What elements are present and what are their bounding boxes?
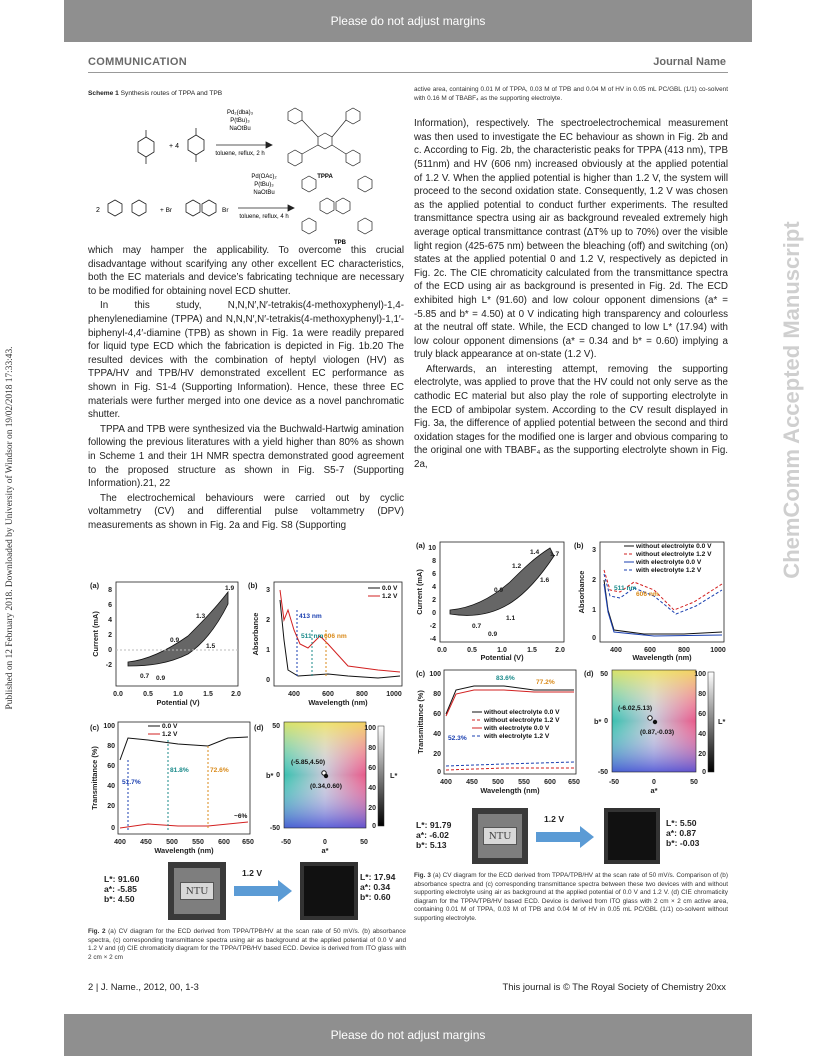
ntu-logo: NTU [483,827,518,845]
fig2b-ytick: 0 [266,677,270,684]
fig2d-lstar-bar [378,726,384,826]
fig2b-ytick: 1 [266,647,270,654]
fig2b-ytick: 2 [266,617,270,624]
fig3d-xtick: 0 [652,779,656,786]
fig2b-ann-511: 511 nm [301,633,324,640]
fig3a-ytick: 2 [432,597,436,604]
r2-product-label: TPB [334,240,346,246]
fig3b-legend-3: with electrolyte 0.0 V [636,559,702,566]
fig3a-ytick: 8 [432,558,436,565]
value-astar: a*: -6.02 [416,830,449,840]
fig2a-ytick: 0 [108,647,112,654]
fig3-photo-row [414,796,728,856]
fig3b-legend-4: with electrolyte 1.2 V [636,567,702,574]
arrow-right-icon [234,878,294,902]
fig2-caption-label: Fig. 2 [88,928,106,935]
fig2b-legend-0v: 0.0 V [382,585,398,592]
fig3d-ltick: 0 [702,769,706,776]
fig3c-legend-1: without electrolyte 0.0 V [484,709,560,716]
fig3c-ylabel: Transmittance (%) [416,690,425,754]
r2-cond-4: toluene, reflux, 4 h [239,214,289,220]
fig3c-ytick: 100 [429,671,441,678]
watermark-text: ChemComm Accepted Manuscript [779,221,804,579]
fig2b-ann-606: 606 nm [324,633,347,640]
fig2-photo-right-values [360,872,395,902]
fig3d-cie-plot [584,669,726,795]
fig2c-xtick: 600 [218,839,230,846]
fig2d-ytick: 0 [276,772,280,779]
fig2c-ylabel: Transmittance (%) [90,746,99,810]
fig2a-peak: 0.7 [140,673,150,680]
fig2c-ytick: 100 [103,723,115,730]
fig3a-peak: 1.1 [506,615,516,622]
r1-cond-3: NaOtBu [229,126,251,132]
fig2d-ylabel: b* [266,771,274,780]
fig3b-legend-1: without electrolyte 0.0 V [636,543,712,550]
fig2d-ltick: 20 [368,805,376,812]
r2-cond-2: P(tBu)₃ [254,182,274,188]
fig2c-xtick: 550 [192,839,204,846]
r2-mid: + Br [160,207,173,214]
value-lstar: L*: 5.50 [666,818,697,828]
paragraph: In this study, N,N,N′,N′-tetrakis(4-methoxyphenyl)-1,4-phenylenediamine (TPPA) and N,N,N′,N′-tetrakis(4-methoxyphenyl)-1,1′-biphenyl-4,4′-diamine (TPB) as shown in Fig. 1a were readily prepared for liquid type ECD which the fabrication is depicted in Fig. 1b.20 The resulted devices with the combination of heptyl viologen (HV) as TPPA/HV and TPB/HV demonstrated excellent EC performance as shown in Fig. S1-4 (Supporting Information). Hence, these three EC materials were further merged into one device as a novel panchromatic shutter. [88,300,404,421]
scheme-caption [88,90,403,97]
paragraph: Afterwards, an interesting attempt, removing the supporting electrolyte, was applied to prove that the HV could not only serve as the cathodic EC material but also play the role of supporting electrolyte in the ECD of ambipolar system. According to the CV result displayed in Fig. 3a, the difference of applied potential between the second and third oxidation stages for the modified one is larger and obvious comparing to the original one with TBABF₄ as the supporting electrolyte shown in Fig. 2a, [414,363,728,471]
fig2a-peak: 1.5 [206,643,216,650]
fig2d-ytick: -50 [269,825,280,832]
paragraph: The electrochemical behaviours were carried out by cyclic voltammetry (CV) and differential pulse voltammetry (DPV) measurements as shown in Fig. 2a and Fig. S8 (Supporting [88,492,404,531]
arrow-label: 1.2 V [242,868,263,878]
fig2-caption-continued: active area, containing 0.01 M of TPPA, 0.03 M of TPB and 0.04 M of HV in 0.05 mL PC/GBL (1/1) co-solvent with 0.16 M of TBABF₄ as the supporting electrolyte. [414,86,728,102]
fig3d-ylabel: b* [594,717,602,726]
bottom-banner [64,1014,752,1056]
fig2c-ann-1: 51.7% [122,779,141,786]
r2-cond-1: Pd(OAc)₂ [251,174,277,180]
reaction-scheme-graphic [88,102,403,247]
fig3c-legend-2: without electrolyte 1.2 V [484,717,560,724]
fig3c-legend-3: with electrolyte 0.0 V [484,725,550,732]
fig3d-ltick: 40 [698,731,706,738]
fig2d-ltick: 100 [364,725,376,732]
fig3c-ann-2: 83.6% [496,675,515,682]
fig3a-xtick: 1.0 [497,647,507,654]
fig3c-label: (c) [416,669,426,678]
fig3d-ytick: 50 [600,671,608,678]
fig2d-ytick: 50 [272,723,280,730]
value-bstar: b*: 4.50 [104,894,135,904]
arrow-label: 1.2 V [544,814,565,824]
fig3d-xlabel: a* [650,786,658,795]
device-photo-off [168,862,226,920]
fig2b-xtick: 1000 [386,691,402,698]
fig3b-legend-2: without electrolyte 1.2 V [636,551,712,558]
fig2b-series-12v [280,590,400,672]
fig3c-series-4 [446,762,574,766]
fig3a-xtick: 1.5 [527,647,537,654]
fig2c-ytick: 80 [107,743,115,750]
fig2-arrow [234,868,294,898]
top-banner [64,0,752,42]
value-lstar: L*: 91.79 [416,820,452,830]
fig3b-xtick: 600 [644,647,656,654]
fig2a-label: (a) [90,581,100,590]
fig2a-ytick: 6 [108,602,112,609]
r1-cond-1: Pd₂(dba)₃ [226,110,254,116]
fig3a-peak: 1.7 [550,551,560,558]
fig3a-xtick: 2.0 [555,647,565,654]
fig3b-ylabel: Absorbance [577,570,586,614]
fig2b-label: (b) [248,581,258,590]
fig2a-xtick: 0.0 [113,691,123,698]
fig2d-cie-plot [254,722,398,855]
fig2b-xtick: 600 [322,691,334,698]
fig3a-peak: 0.7 [472,623,482,630]
fig2d-lstar-label: L* [390,771,398,780]
fig3b-ytick: 1 [592,607,596,614]
fig3c-ann-1: 52.3% [448,735,467,742]
fig2d-ltick: 0 [372,823,376,830]
banner-text: Please do not adjust margins [330,14,486,28]
fig2c-ytick: 40 [107,783,115,790]
journal-name: Journal Name [653,56,726,68]
fig3c-ytick: 20 [433,751,441,758]
fig3b-xtick: 400 [610,647,622,654]
fig2-caption-text: (a) CV diagram for the ECD derived from TPPA/TPB/HV at the scan rate of 50 mV/s. (b) absorbance spectra, (c) corresponding transmittance spectra using air as background at the applied potential of 0.0 V and 1.2 V and (d) CIE chromaticity diagram for the TPPA/TPB/HV based ECD. Device is derived from ITO glass with 2 cm × 2 cm [88,928,406,961]
fig3-panels [414,540,728,796]
fig3b-absorbance-plot [574,541,726,662]
fig2b-absorbance-plot [248,581,402,707]
fig3a-ytick: 4 [432,584,436,591]
fig2d-label: (d) [254,723,264,732]
figure-3 [414,540,728,850]
fig3d-ltick: 80 [698,691,706,698]
left-column [88,244,404,533]
fig2a-xtick: 1.0 [173,691,183,698]
fig2a-ytick: 2 [108,632,112,639]
fig3c-xtick: 450 [466,779,478,786]
paragraph: which may hamper the applicability. To overcome this crucial disadvantage without scarifying any other excellent EC characteristics, both the EC materials and device’s fabricating technique are necessary to be modified for obtaining novel ECD shutter. [88,245,404,297]
fig2a-xtick: 0.5 [143,691,153,698]
fig2c-ann-3: 72.6% [210,767,229,774]
scheme-1 [88,90,403,246]
fig2c-ann-2: 81.8% [170,767,189,774]
fig3a-peak: 1.6 [540,577,550,584]
r2-br: Br [222,207,229,214]
fig3d-point-2 [653,720,657,724]
fig2c-label: (c) [90,723,100,732]
r2-cond-3: NaOtBu [253,190,275,196]
value-lstar: L*: 91.60 [104,874,140,884]
fig2d-xtick: 50 [360,839,368,846]
r2-prefix: 2 [96,207,100,214]
fig2a-peak: 1.3 [196,613,206,620]
fig2a-cv-plot [90,581,241,707]
fig2a-peak: 1.9 [225,585,235,592]
fig3b-ytick: 3 [592,547,596,554]
paragraph: Information), respectively. The spectroelectrochemical measurement was then used to investigate the EC behaviour as shown in Fig. 2b and c. According to Fig. 2b, the characteristic peaks for TPPA (413 nm), TPB (511nm) and HV (606 nm) increased obviously at the applied potential of 1.2 V. When the applied potential is higher than 1.2 V, the system will proceed to the second oxidation state. Consequently, 1.2 V was chosen as the applied potential to conduct further experiments. The resulted transmittance spectra using air as background revealed extremely high average optical transmittance contrast (ΔT% up to 70%) over the visible light region (425-675 nm) between the bleaching (off) and switching (on) states at the applied potential 0 and 1.2 V, respectively as depicted in Fig. 2c. The CIE chromaticity calculated from the transmittance spectra of the ECD using air as background is presented in Fig. 2d. The ECD exhibited high L* (91.60) and low colour opponent dimensions (a* = -5.85 and b* = 4.50) at 0 V indicating high transparency and colourless at the neutral off state. While, the ECD changed to low L* (17.94) with low colour opponent dimensions (a* = 0.34 and b* = 0.60) implying a truly black appearance at on-state (1.2 V). [414,118,728,361]
fig2b-xtick: 400 [288,691,300,698]
fig3b-xlabel: Wavelength (nm) [632,653,692,662]
footer-copyright: This journal is © The Royal Society of Chemistry 20xx [502,981,726,992]
fig2d-ltick: 80 [368,745,376,752]
fig3a-ytick: 10 [428,545,436,552]
fig3b-xtick: 800 [678,647,690,654]
fig3d-pt2-label: (0.87,-0.03) [640,729,675,736]
fig3c-xtick: 550 [518,779,530,786]
fig3c-ytick: 60 [433,711,441,718]
r1-cond-2: P(tBu)₃ [230,118,250,124]
fig3b-ann-606: 606 nm [636,591,659,598]
fig2a-ylabel: Current (mA) [91,611,100,657]
r1-product-label: TPPA [317,174,333,180]
fig3a-peak: 0.9 [488,631,498,638]
fig3a-peak: 0.9 [494,587,504,594]
fig3d-xtick: 50 [690,779,698,786]
fig3c-ytick: 80 [433,691,441,698]
fig2d-pt2-label: (0.34,0.60) [310,783,342,790]
right-column [414,86,728,473]
device-photo-off [472,808,528,864]
fig3c-series-2 [446,768,574,770]
fig2-photo-left-values [104,874,139,904]
fig3a-ylabel: Current (mA) [415,569,424,615]
fig2c-ytick: 0 [111,825,115,832]
fig2a-frame [116,582,238,686]
fig2a-xtick: 1.5 [203,691,213,698]
fig2a-peak: 0.9 [156,675,166,682]
fig2c-ann-4: ~6% [234,813,248,820]
fig3a-label: (a) [416,541,426,550]
fig3d-label: (d) [584,669,594,678]
fig2c-xtick: 500 [166,839,178,846]
fig3c-xtick: 650 [568,779,580,786]
fig2a-ytick: 4 [108,617,112,624]
figure-2 [88,580,406,920]
fig2b-legend-12v: 1.2 V [382,593,398,600]
fig3c-ytick: 0 [437,769,441,776]
fig2d-pt1-label: (-5.85,4.50) [291,759,326,766]
footer-citation: 2 | J. Name., 2012, 00, 1-3 [88,981,199,992]
fig2b-xtick: 800 [356,691,368,698]
fig2-caption [88,928,406,962]
fig2-panels [88,580,406,868]
fig3c-transmittance-plot [416,669,580,795]
fig3d-pt1-label: (-6.02,5.13) [618,705,653,712]
fig3d-lstar-label: L* [718,717,726,726]
fig2c-legend-0v: 0.0 V [162,723,178,730]
fig3d-point-1 [648,716,652,720]
fig3a-cv-curve [450,548,554,616]
value-astar: a*: 0.34 [360,882,391,892]
fig3c-xtick: 500 [492,779,504,786]
fig3a-ytick: -4 [429,636,436,643]
fig2c-xlabel: Wavelength (nm) [154,846,214,855]
ntu-logo: NTU [180,882,215,900]
fig3b-xtick: 1000 [710,647,726,654]
fig2c-transmittance-plot [90,722,254,855]
fig2c-ytick: 20 [107,803,115,810]
fig3c-xlabel: Wavelength (nm) [480,786,540,795]
arrow-right-icon [536,824,596,848]
fig2b-ann-413: 413 nm [299,613,322,620]
header-divider [88,72,728,73]
fig3d-ltick: 60 [698,711,706,718]
side-note-text: Published on 12 February 2018. Downloaded by University of Windsor on 19/02/2018 17:33:43. [5,346,15,710]
fig2c-xtick: 650 [242,839,254,846]
fig2c-xtick: 400 [114,839,126,846]
fig3c-ann-3: 77.2% [536,679,555,686]
fig3d-ltick: 20 [698,751,706,758]
value-astar: a*: -5.85 [104,884,137,894]
fig2b-ylabel: Absorbance [251,612,260,656]
device-photo-on [604,808,660,864]
fig3d-xtick: -50 [608,779,620,786]
fig2d-xtick: -50 [280,839,292,846]
fig2d-xlabel: a* [321,846,329,855]
fig3a-cv-plot [415,541,565,662]
fig3-caption-text: (a) CV diagram for the ECD derived from TPPA/TPB/HV at the scan rate of 50 mV/s. Comparison of (b) absorbance spectra and (c) corresponding transmittance spectra between these two devices with and without supporting electrolyte using air as background at the applied potential of 0.0 V and 1.2 V. (d) CIE chromaticity diagram for the TPPA/TPB/HV based ECD. Device is derived from ITO glass with 2 cm × 2 cm active area, containing 0.01 M of TPPA, 0.03 M of TPB and 0.04 M of HV in 0.05 mL PC/GBL (1/1) co-solvent without supporting electrolyte. [414,872,728,922]
value-astar: a*: 0.87 [666,828,697,838]
fig3b-ann-511: 511 nm [614,585,637,592]
fig2a-xtick: 2.0 [231,691,241,698]
banner-text: Please do not adjust margins [330,1028,486,1042]
fig3c-ytick: 40 [433,731,441,738]
fig2-photo-row [88,862,406,922]
fig2d-ltick: 60 [368,765,376,772]
fig3-arrow [536,814,596,848]
r1-prefix: + 4 [169,143,179,150]
fig3a-ytick: 0 [432,610,436,617]
device-photo-on [300,862,358,920]
fig3d-ytick: 0 [604,718,608,725]
r1-cond-4: toluene, reflux, 2 h [215,151,265,157]
fig3a-ytick: -2 [429,623,436,630]
fig2d-xtick: 0 [323,839,327,846]
fig3c-xtick: 400 [440,779,452,786]
fig3b-series-4 [604,574,722,614]
fig3-photo-right-values [666,818,699,848]
fig2c-series-0v [120,737,248,760]
fig2b-xlabel: Wavelength (nm) [308,698,368,707]
fig3b-ytick: 0 [592,635,596,642]
value-bstar: b*: 0.60 [360,892,391,902]
fig3c-xtick: 600 [544,779,556,786]
fig3-photo-left-values [416,820,451,850]
value-bstar: b*: 5.13 [416,840,447,850]
value-bstar: b*: -0.03 [666,838,700,848]
fig2a-cv-curve [128,592,228,666]
section-label: COMMUNICATION [88,56,188,68]
paragraph: TPPA and TPB were synthesized via the Buchwald-Hartwig amination following the previous literatures with a yield higher than 80% as shown in Scheme 1 and their 1H NMR spectra demonstrated good agreement to the proposed structure as shown in Fig. S5-7 (Supporting Information).21, 22 [88,423,404,490]
fig3a-xtick: 0.0 [437,647,447,654]
fig2a-xlabel: Potential (V) [156,698,200,707]
fig2d-point-2 [324,774,328,778]
scheme-caption-text: Synthesis routes of TPPA and TPB [118,90,223,97]
scheme-caption-label: Scheme 1 [88,90,119,97]
fig2c-xtick: 450 [140,839,152,846]
fig2c-legend-12v: 1.2 V [162,731,178,738]
fig2a-peak: 0.9 [170,637,180,644]
fig2a-ytick: -2 [105,662,112,669]
fig3d-lstar-bar [708,672,714,772]
fig3d-ytick: -50 [597,769,608,776]
fig3-caption-label: Fig. 3 [414,872,431,879]
fig2b-ytick: 3 [266,587,270,594]
fig3a-xlabel: Potential (V) [480,653,524,662]
fig3a-peak: 1.4 [530,549,540,556]
fig2c-ytick: 60 [107,763,115,770]
fig3-caption [414,872,728,924]
fig3a-xtick: 0.5 [467,647,477,654]
fig2d-ltick: 40 [368,785,376,792]
value-lstar: L*: 17.94 [360,872,396,882]
fig3b-ytick: 2 [592,577,596,584]
fig3a-ytick: 6 [432,571,436,578]
fig2a-ytick: 8 [108,587,112,594]
fig3d-ltick: 100 [694,671,706,678]
fig3c-legend-4: with electrolyte 1.2 V [484,733,550,740]
fig2c-series-12v [120,822,248,828]
fig3b-label: (b) [574,541,584,550]
fig3a-peak: 1.2 [512,563,522,570]
